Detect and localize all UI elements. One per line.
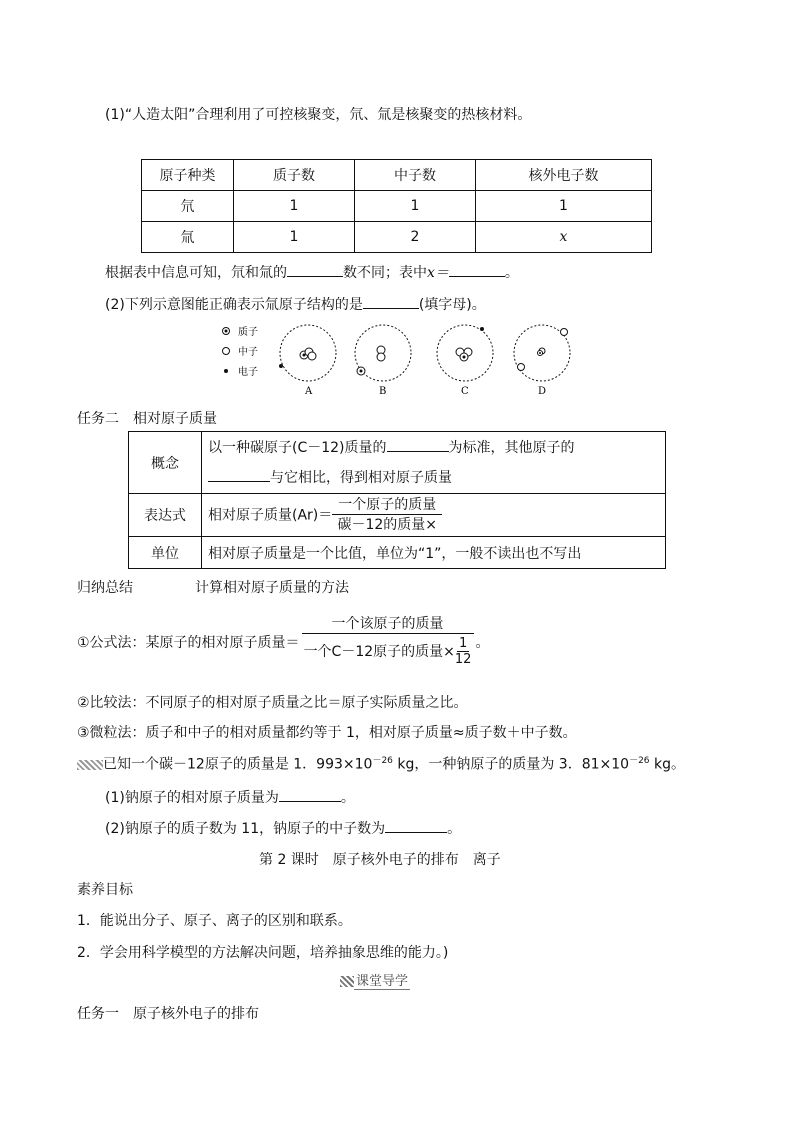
method-formula bbox=[77, 610, 489, 674]
small-num: 1 bbox=[459, 635, 468, 651]
method-fraction bbox=[300, 615, 476, 670]
expression-cell bbox=[202, 494, 666, 537]
q2-text: (填字母)。 bbox=[418, 297, 486, 313]
q1-answer-line bbox=[105, 262, 519, 282]
exercise-text: kg。 bbox=[649, 756, 685, 773]
fraction-numerator: 一个原子的质量 bbox=[332, 496, 442, 515]
legend-label: 电子 bbox=[238, 367, 258, 378]
exponent: －26 bbox=[372, 756, 393, 766]
concept-text: 为标准，其他原子的 bbox=[448, 439, 575, 456]
table-cell: 1 bbox=[476, 191, 652, 222]
exercise-q2 bbox=[105, 818, 461, 838]
exercise-text: 。 bbox=[447, 821, 462, 837]
exercise-text: kg，一种钠原子的质量为 3．81×10 bbox=[392, 756, 630, 773]
exercise-text: (2)钠原子的质子数为 11，钠原子的中子数为 bbox=[105, 821, 386, 837]
table-row bbox=[142, 222, 652, 253]
answer-blank[interactable] bbox=[287, 264, 343, 277]
concept-cell bbox=[202, 432, 666, 494]
concept-text: 以一种碳原子(C－12)质量的 bbox=[208, 439, 387, 456]
option-a-atom[interactable] bbox=[279, 325, 336, 397]
fraction-numerator: 一个该原子的质量 bbox=[302, 615, 474, 634]
banner-text: 课堂导学 bbox=[356, 974, 409, 989]
concept-text: 与它相比，得到相对原子质量 bbox=[270, 469, 452, 486]
q2-text: (2)下列示意图能正确表示氚原子结构的是 bbox=[105, 297, 363, 313]
table-cell: 1 bbox=[234, 222, 355, 253]
exercise-marker-icon bbox=[77, 760, 103, 770]
fraction-denominator bbox=[300, 634, 476, 670]
legend-neutron bbox=[223, 345, 259, 358]
method-particle: ③微粒法：质子和中子的相对质量都约等于 1，相对原子质量≈质子数＋中子数。 bbox=[77, 725, 577, 741]
fraction-denominator: 碳－12的质量× bbox=[337, 516, 438, 533]
method-label: ①公式法：某原子的相对原子质量＝ bbox=[77, 635, 300, 651]
row-head: 单位 bbox=[129, 537, 202, 569]
option-c-atom[interactable] bbox=[437, 325, 493, 397]
option-b-atom[interactable] bbox=[355, 325, 411, 397]
small-den: 12 bbox=[454, 651, 472, 667]
table-header: 质子数 bbox=[234, 160, 355, 191]
unit-cell: 相对原子质量是一个比值，单位为“1”，一般不读出也不写出 bbox=[202, 537, 666, 569]
goal-item: 2．学会用科学模型的方法解决问题，培养抽象思维的能力。) bbox=[77, 945, 449, 961]
atom-structure-diagram bbox=[218, 318, 578, 402]
exponent: －26 bbox=[629, 756, 650, 766]
q1-intro: (1)“人造太阳”合理利用了可控核聚变，氘、氚是核聚变的热核材料。 bbox=[105, 107, 532, 123]
task1-title: 任务一 原子核外电子的排布 bbox=[77, 1006, 259, 1022]
goals-title: 素养目标 bbox=[77, 882, 133, 898]
isotope-table bbox=[141, 159, 652, 253]
method-end: 。 bbox=[475, 635, 490, 651]
banner-icon bbox=[340, 976, 354, 987]
denominator-text: 一个C－12原子的质量× bbox=[303, 643, 455, 660]
one-twelfth bbox=[455, 636, 472, 668]
row-head: 概念 bbox=[129, 432, 202, 494]
option-label: D bbox=[538, 386, 547, 397]
option-label: A bbox=[305, 386, 313, 397]
table-row bbox=[142, 191, 652, 222]
summary-heading bbox=[77, 577, 349, 597]
legend-proton bbox=[223, 325, 259, 338]
table-header: 中子数 bbox=[355, 160, 476, 191]
method-compare: ②比较法：不同原子的相对原子质量之比＝原子实际质量之比。 bbox=[77, 695, 468, 711]
legend-label: 中子 bbox=[238, 347, 258, 358]
summary-tag: 归纳总结 bbox=[77, 580, 133, 596]
task2-title: 任务二 相对原子质量 bbox=[77, 411, 217, 427]
answer-blank[interactable] bbox=[279, 789, 341, 802]
summary-title: 计算相对原子质量的方法 bbox=[195, 580, 349, 596]
legend-electron bbox=[224, 365, 258, 378]
option-label: B bbox=[379, 386, 387, 397]
table-header: 核外电子数 bbox=[476, 160, 652, 191]
table-row bbox=[129, 537, 666, 569]
exercise-text: 已知一个碳－12原子的质量是 1．993×10 bbox=[103, 756, 373, 773]
table-cell: 2 bbox=[355, 222, 476, 253]
answer-blank[interactable] bbox=[385, 820, 447, 833]
lesson-title: 第 2 课时 原子核外电子的排布 离子 bbox=[259, 852, 501, 868]
q1-text: 根据表中信息可知，氘和氚的 bbox=[105, 265, 287, 281]
exercise-text: (1)钠原子的相对原子质量为 bbox=[105, 790, 279, 806]
table-cell: 1 bbox=[355, 191, 476, 222]
table-cell: 氚 bbox=[142, 222, 234, 253]
option-label: C bbox=[461, 386, 469, 397]
exercise-text: 。 bbox=[340, 790, 355, 806]
table-row bbox=[129, 494, 666, 537]
relative-mass-table bbox=[128, 431, 666, 569]
expression-fraction bbox=[332, 496, 442, 535]
option-d-atom[interactable] bbox=[514, 325, 570, 397]
row-head: 表达式 bbox=[129, 494, 202, 537]
table-header-row bbox=[142, 160, 652, 191]
answer-blank[interactable] bbox=[449, 264, 505, 277]
table-row bbox=[129, 432, 666, 494]
table-cell: x bbox=[476, 222, 652, 253]
answer-blank[interactable] bbox=[363, 296, 419, 309]
q1-text: 。 bbox=[504, 265, 519, 281]
table-header: 原子种类 bbox=[142, 160, 234, 191]
table-cell: 1 bbox=[234, 191, 355, 222]
exercise-q1 bbox=[105, 787, 355, 807]
classroom-banner bbox=[340, 970, 410, 989]
legend-label: 质子 bbox=[238, 327, 258, 338]
goal-item: 1．能说出分子、原子、离子的区别和联系。 bbox=[77, 913, 352, 929]
expression-label: 相对原子质量(Ar)＝ bbox=[208, 507, 333, 523]
answer-blank[interactable] bbox=[208, 469, 270, 482]
q2-question bbox=[105, 294, 486, 314]
table-cell: 氘 bbox=[142, 191, 234, 222]
q1-text: 数不同；表中 bbox=[343, 265, 427, 281]
answer-blank[interactable] bbox=[387, 439, 449, 452]
q1-var: x＝ bbox=[427, 265, 449, 281]
exercise-stem bbox=[77, 753, 685, 774]
